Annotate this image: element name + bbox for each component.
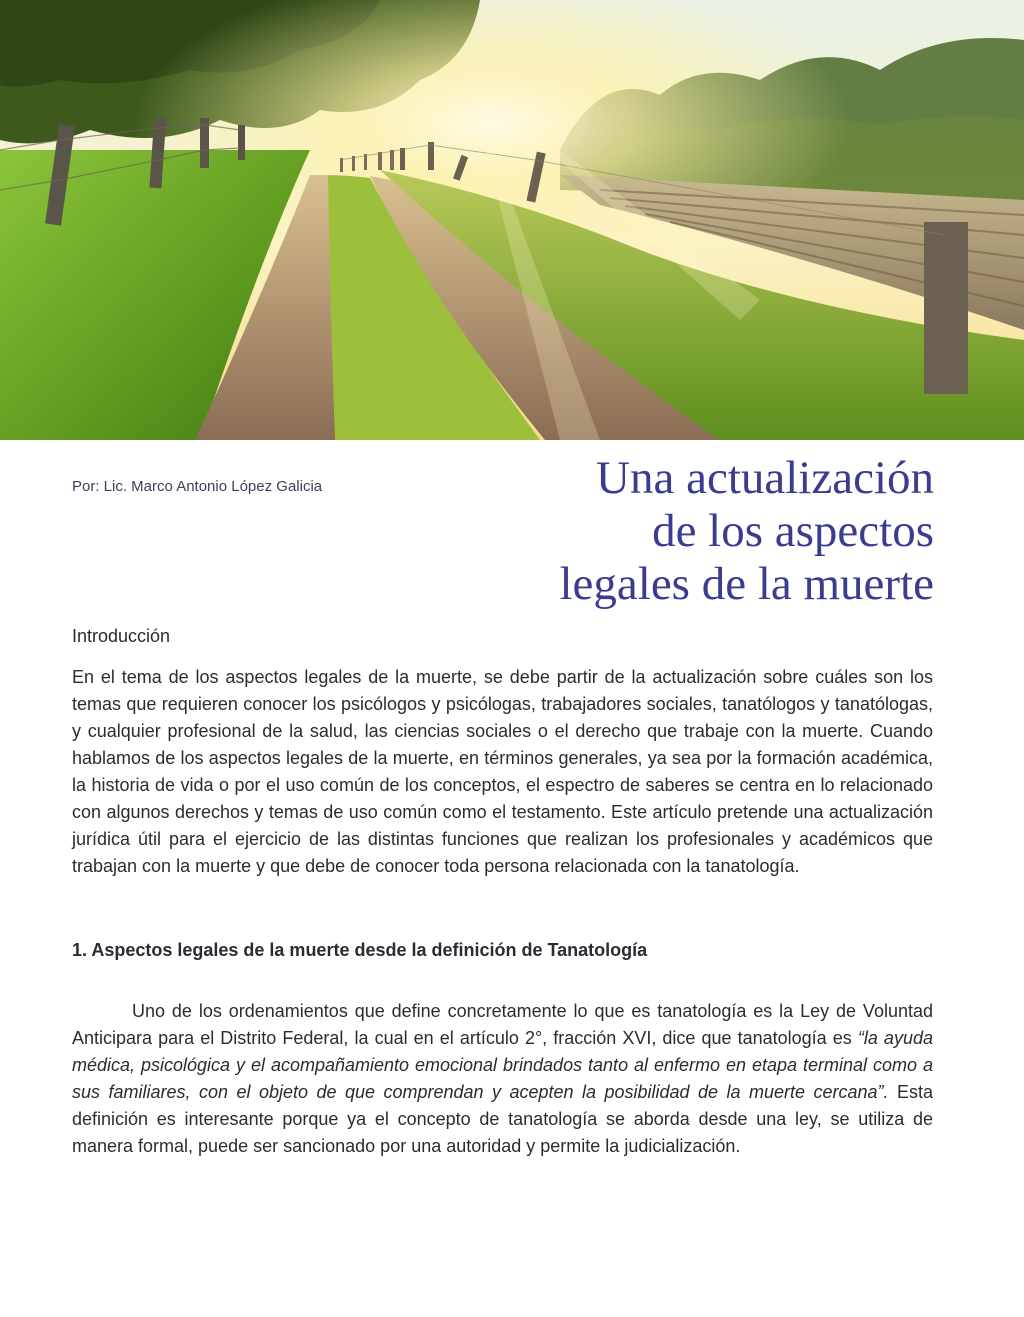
intro-paragraph: En el tema de los aspectos legales de la muerte, se debe partir de la actualización sobre cuáles son los temas que requieren conocer los psicólogos y psicólogas, trabajadores sociales, tanatólogos y tanatólogas, y cualquier profesional de la salud, las ciencias sociales o el derecho que trabaje con la muerte. Cuando hablamos de los aspectos legales de la muerte, en términos generales, ya sea por la formación académica, la historia de vida o por el uso común de los conceptos, el espectro de saberes se centra en lo relacionado con algunos derechos y temas de uso común como el testamento. Este artículo pretende una actualización jurídica útil para el ejercicio de las distintas funciones que realizan los profesionales y académicos que trabajan con la muerte y que debe de conocer toda persona relacionada con la tanatología. xyxy=(72,667,933,876)
section-1-heading: 1. Aspectos legales de la muerte desde la definición de Tanatología xyxy=(72,940,648,960)
section-1-quote: “la ayuda médica, psicológica y el acompañamiento emocional brindados tanto al enfermo en etapa terminal como a sus familiares, con el objeto de que comprendan y acepten la posibilidad de la muerte cercana”. xyxy=(72,1028,933,1102)
section-1-lead: Uno de los ordenamientos que define concretamente lo que es tanatología es la Ley de Voluntad Anticipara para el Distrito Federal, la cual en el artículo 2°, fracción XVI, dice que tanatología es xyxy=(72,1001,933,1048)
section-1-paragraph xyxy=(72,998,933,1160)
title-line-1: Una actualización xyxy=(596,452,934,504)
hero-image xyxy=(0,0,1024,440)
country-road-illustration xyxy=(0,0,1024,440)
intro-heading: Introducción xyxy=(72,626,171,646)
article-byline: Por: Lic. Marco Antonio López Galicia xyxy=(72,478,323,495)
article-title xyxy=(374,452,934,611)
section-1-tail: Esta definición es interesante porque ya el concepto de tanatología se aborda desde una ley, se utiliza de manera formal, puede ser sancionado por una autoridad y permite la judicialización. xyxy=(72,1082,933,1156)
title-line-2: de los aspectos xyxy=(652,505,934,557)
title-line-3: legales de la muerte xyxy=(559,558,934,610)
